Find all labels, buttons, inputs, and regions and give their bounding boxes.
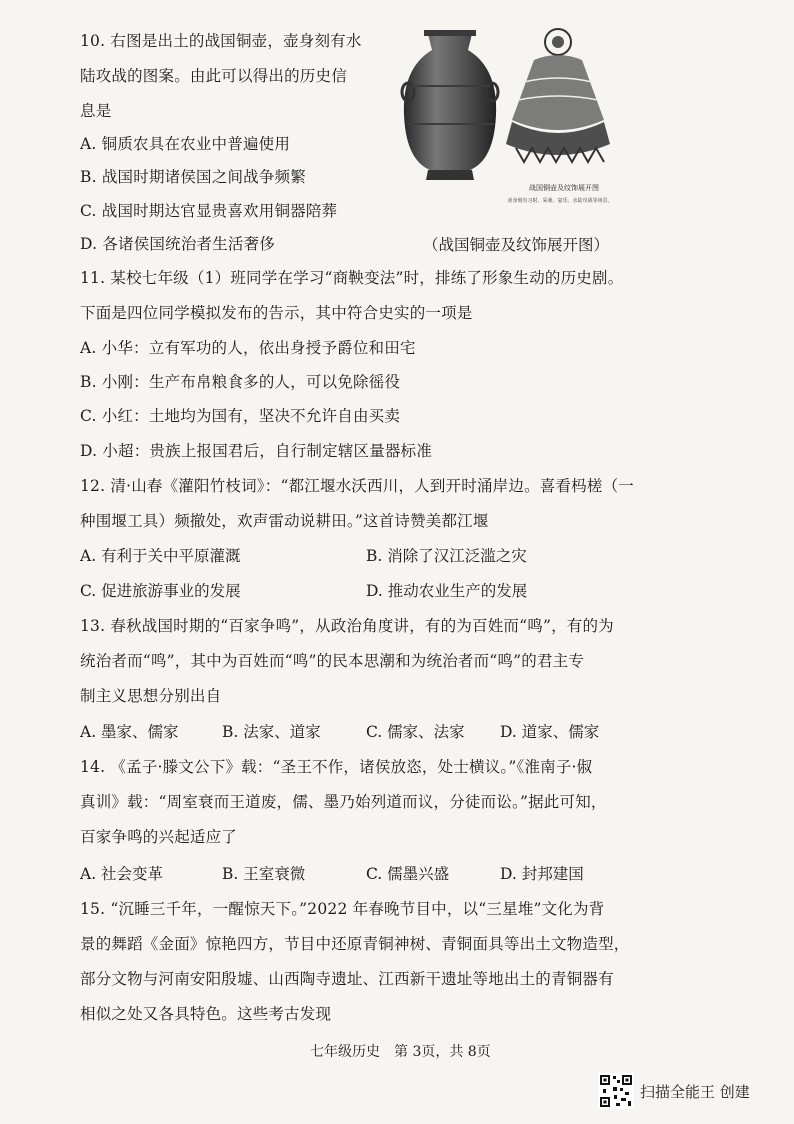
q15-stem-line-4: 相似之处又各具特色。这些考古发现 — [80, 1005, 332, 1023]
q12-stem-line-2: 种围堰工具）频撤处，欢声雷动说耕田。”这首诗赞美都江堰 — [80, 512, 489, 530]
q10-option-c: C. 战国时期达官显贵喜欢用铜器陪葬 — [80, 202, 338, 220]
q11-option-c: C. 小红：土地均为国有，坚决不允许自由买卖 — [80, 407, 401, 425]
figure-inner-note: 壶身刻有习射、采桑、宴乐、水陆攻战等场景。 — [507, 198, 613, 204]
figure-caption: （战国铜壶及纹饰展开图） — [423, 236, 610, 254]
q15-stem-line-2: 景的舞蹈《金面》惊艳四方，节目中还原青铜神树、青铜面具等出土文物造型， — [80, 935, 630, 953]
q15-stem-line-1: 15. “沉睡三千年，一醒惊天下。”2022 年春晚节目中，以“三星堆”文化为背 — [80, 900, 605, 918]
q11-stem-line-2: 下面是四位同学模拟发布的告示，其中符合史实的一项是 — [80, 304, 473, 322]
q12-stem-line-1: 12. 清·山春《灌阳竹枝词》：“都江堰水沃西川，人到开时涌岸边。喜看杩槎（一 — [80, 477, 634, 495]
bronze-vessel-figure — [398, 20, 620, 210]
q12-option-d: D. 推动农业生产的发展 — [366, 582, 528, 600]
q10-stem-line-3: 息是 — [80, 102, 112, 120]
q14-option-b: B. 王室衰微 — [222, 865, 306, 883]
q12-option-c: C. 促进旅游事业的发展 — [80, 582, 241, 600]
watermark-text: 扫描全能王 创建 — [640, 1083, 750, 1101]
q13-option-a: A. 墨家、儒家 — [80, 723, 179, 741]
q12-option-b: B. 消除了汉江泛滥之灾 — [366, 547, 527, 565]
q14-stem-line-2: 真训》载：“周室衰而王道废，儒、墨乃始列道而议，分徒而讼。”据此可知， — [80, 793, 607, 811]
q13-stem-line-3: 制主义思想分别出自 — [80, 687, 222, 705]
q14-stem-line-3: 百家争鸣的兴起适应了 — [80, 828, 238, 846]
q15-stem-line-3: 部分文物与河南安阳殷墟、山西陶寺遗址、江西新干遗址等地出土的青铜器有 — [80, 970, 614, 988]
q14-stem-line-1: 14. 《孟子·滕文公下》载：“圣王不作，诸侯放恣，处士横议。”《淮南子·俶 — [80, 758, 593, 776]
q13-stem-line-2: 统治者而“鸣”，其中为百姓而“鸣”的民本思潮和为统治者而“鸣”的君主专 — [80, 652, 585, 670]
q11-stem-line-1: 11. 某校七年级（1）班同学在学习“商鞅变法”时，排练了形象生动的历史剧。 — [80, 269, 624, 287]
q13-option-c: C. 儒家、法家 — [366, 723, 465, 741]
q11-option-b: B. 小刚：生产布帛粮食多的人，可以免除徭役 — [80, 373, 401, 391]
scanner-watermark — [596, 1071, 776, 1111]
bronze-vessel-illustration — [398, 20, 620, 210]
page-footer: 七年级历史 第 3页，共 8页 — [310, 1044, 491, 1060]
q14-option-c: C. 儒墨兴盛 — [366, 865, 450, 883]
q13-stem-line-1: 13. 春秋战国时期的“百家争鸣”，从政治角度讲，有的为百姓而“鸣”，有的为 — [80, 617, 614, 635]
q10-stem-line-1: 10. 右图是出土的战国铜壶，壶身刻有水 — [80, 32, 362, 50]
q12-option-a: A. 有利于关中平原灌溉 — [80, 547, 241, 565]
q10-option-d: D. 各诸侯国统治者生活奢侈 — [80, 235, 276, 253]
q10-option-b: B. 战国时期诸侯国之间战争频繁 — [80, 168, 306, 186]
q11-option-d: D. 小超：贵族上报国君后，自行制定辖区量器标准 — [80, 442, 433, 460]
q10-stem-line-2: 陆攻战的图案。由此可以得出的历史信 — [80, 67, 347, 85]
q14-option-a: A. 社会变革 — [80, 865, 164, 883]
q10-option-a: A. 铜质农具在农业中普遍使用 — [80, 135, 291, 153]
q13-option-b: B. 法家、道家 — [222, 723, 321, 741]
q13-option-d: D. 道家、儒家 — [500, 723, 600, 741]
figure-inner-title: 战国铜壶及纹饰展开图 — [529, 184, 599, 192]
qr-code-icon — [598, 1073, 634, 1109]
q11-option-a: A. 小华：立有军功的人，依出身授予爵位和田宅 — [80, 339, 416, 357]
q14-option-d: D. 封邦建国 — [500, 865, 584, 883]
